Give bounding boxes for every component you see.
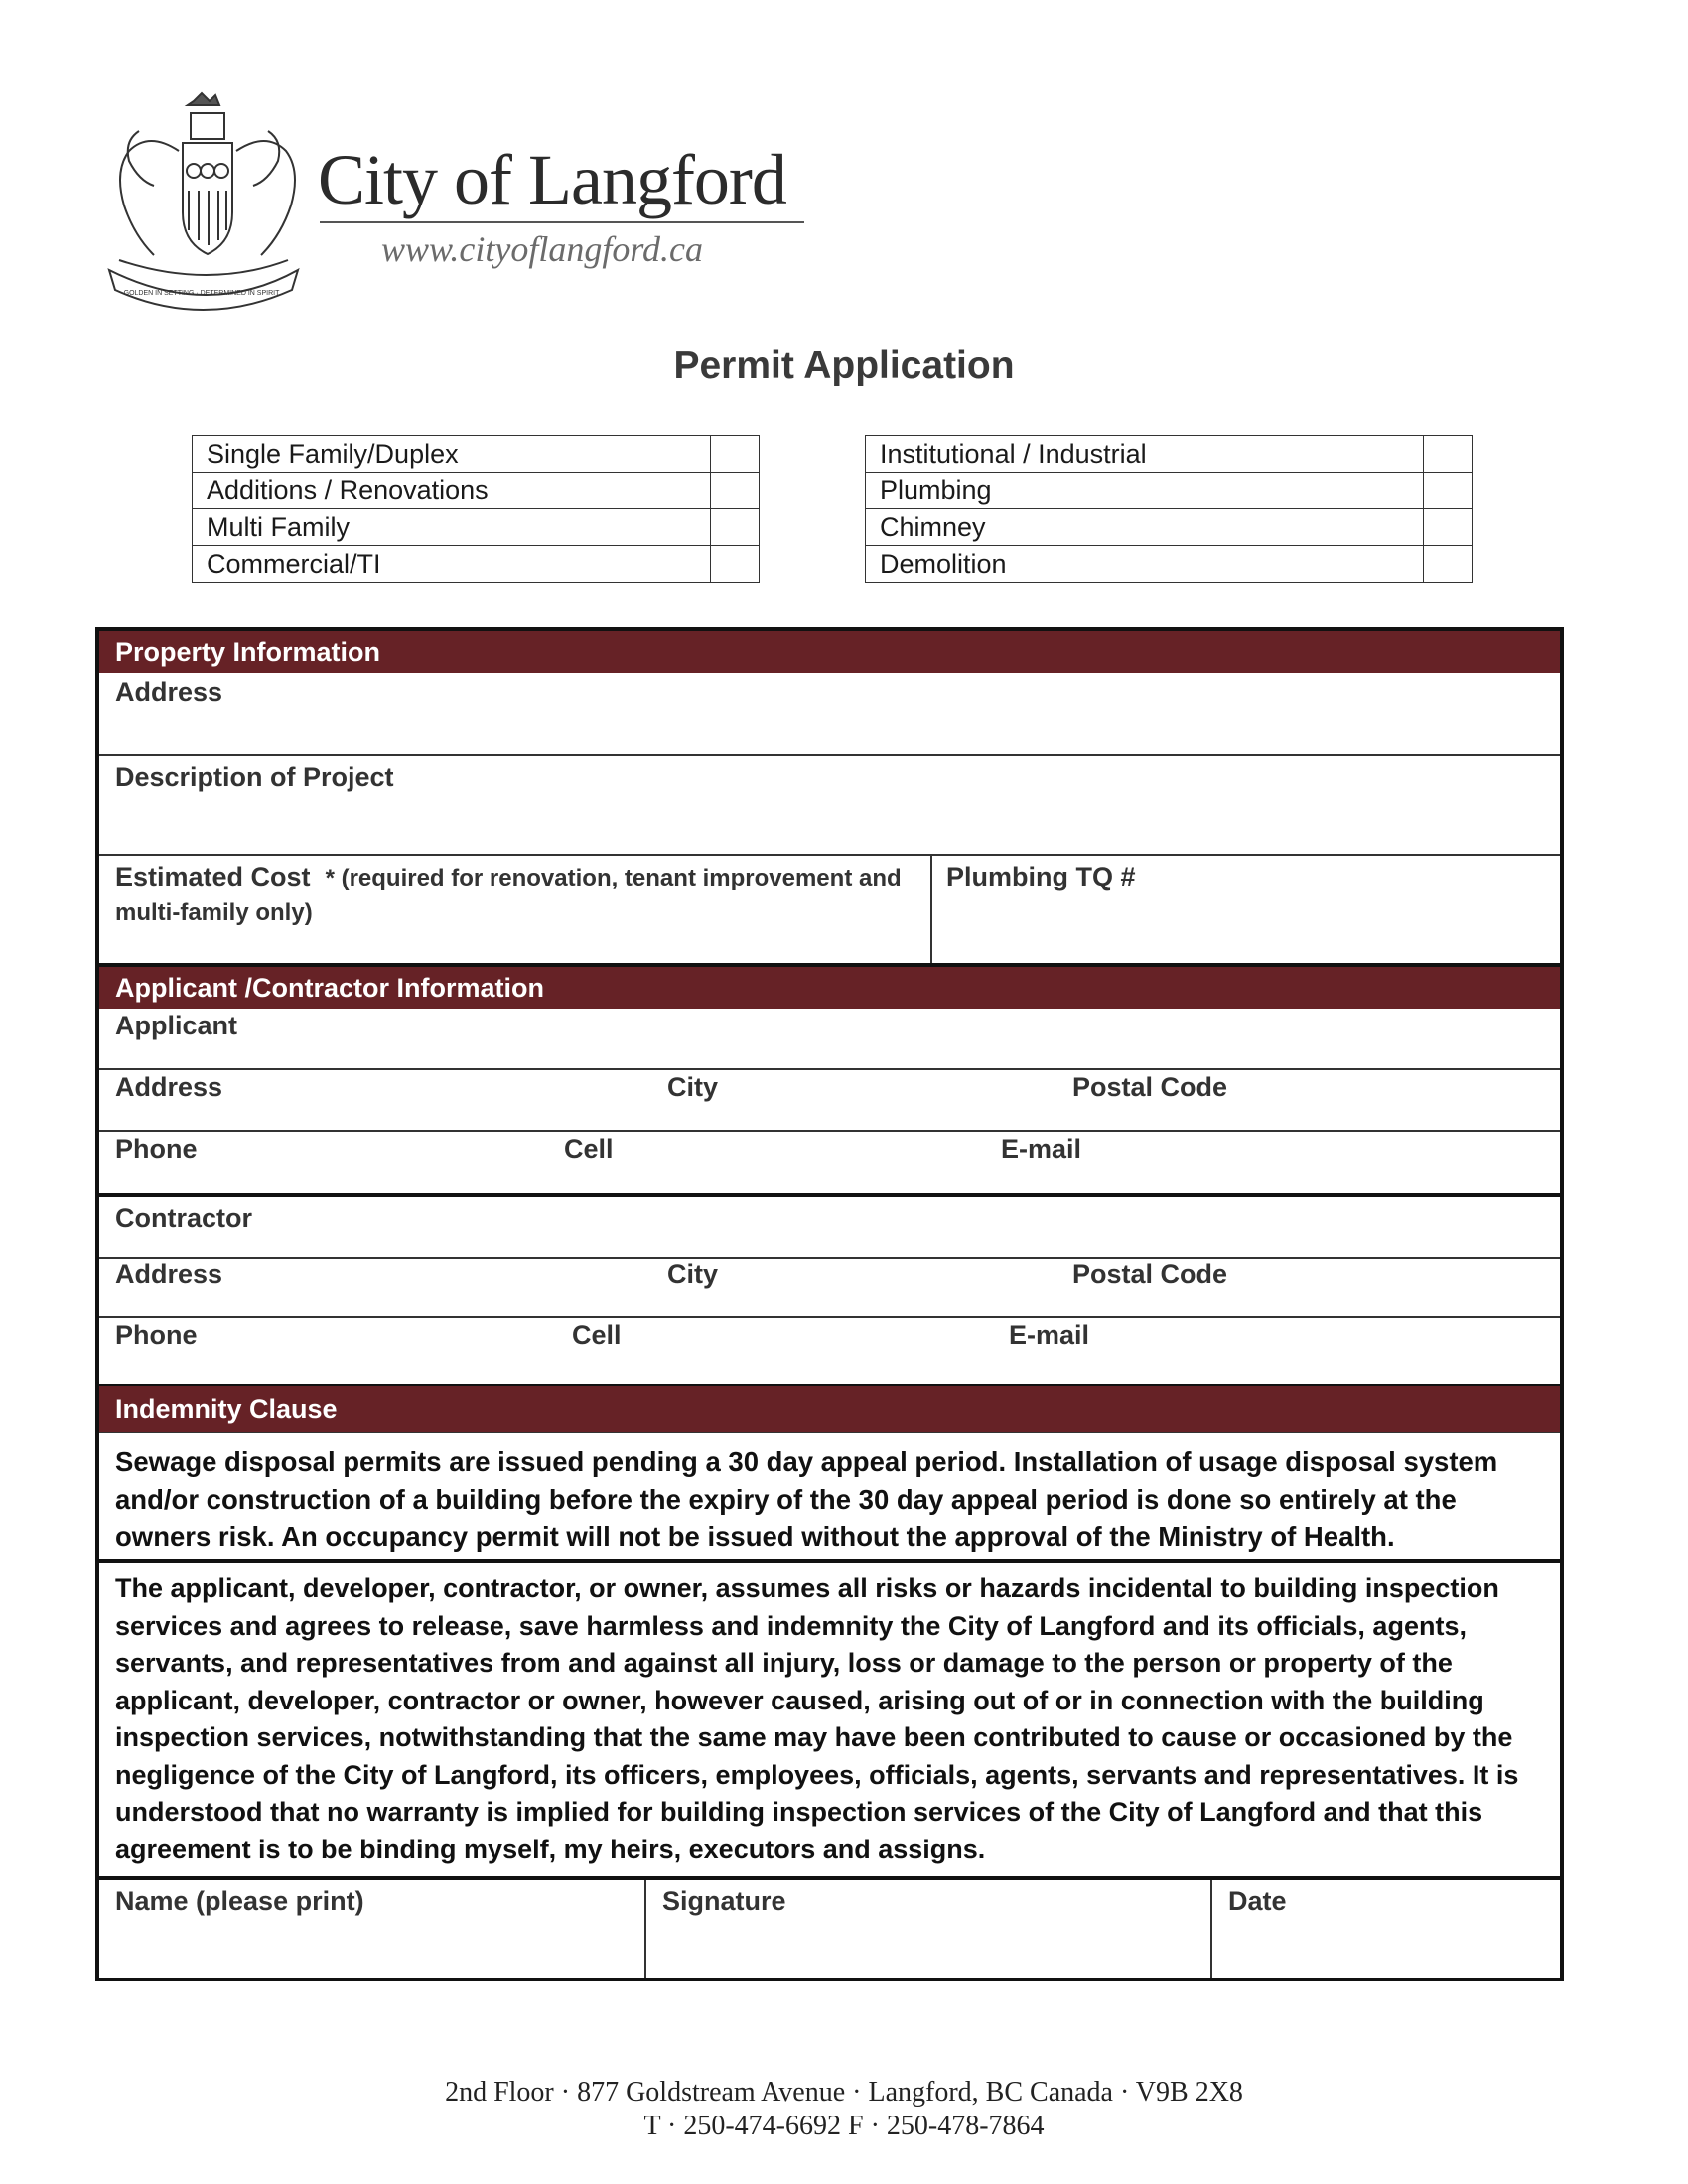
permit-type-row — [866, 473, 1473, 509]
crest-motto: GOLDEN IN SETTING · DETERMINED IN SPIRIT — [123, 290, 280, 297]
contractor-contact-row[interactable] — [99, 1318, 1560, 1384]
applicant-contractor-header: Applicant /Contractor Information — [99, 967, 1560, 1009]
date-label: Date — [1228, 1886, 1287, 1916]
signature-label: Signature — [662, 1886, 786, 1916]
permit-type-checkbox[interactable] — [1424, 509, 1473, 546]
contractor-phone-label: Phone — [115, 1320, 198, 1350]
contractor-email-label: E-mail — [1009, 1320, 1090, 1350]
contractor-postal-code-label: Postal Code — [1072, 1259, 1228, 1289]
permit-type-row — [193, 546, 760, 583]
contractor-address-label: Address — [115, 1259, 223, 1289]
applicant-name-field[interactable] — [99, 1009, 1560, 1070]
permit-type-row — [193, 509, 760, 546]
permit-type-label: Chimney — [866, 509, 1424, 546]
page-title: Permit Application — [673, 344, 1015, 387]
signature-row — [99, 1880, 1560, 1978]
permit-type-checkbox[interactable] — [711, 546, 760, 583]
permit-type-label: Plumbing — [866, 473, 1424, 509]
permit-types-right — [865, 435, 1473, 583]
applicant-phone-label: Phone — [115, 1134, 198, 1163]
project-description-field[interactable] — [99, 756, 1560, 856]
permit-type-label: Institutional / Industrial — [866, 436, 1424, 473]
contractor-label: Contractor — [115, 1203, 253, 1233]
property-info-header: Property Information — [99, 631, 1560, 673]
property-address-field[interactable] — [99, 673, 1560, 756]
applicant-address-row[interactable] — [99, 1070, 1560, 1132]
estimated-cost-note: * (required for renovation, tenant improvement and — [325, 865, 902, 891]
permit-types-left — [192, 435, 760, 583]
applicant-contact-row[interactable] — [99, 1132, 1560, 1197]
applicant-postal-code-label: Postal Code — [1072, 1072, 1228, 1102]
indemnity-agreement-text: The applicant, developer, contractor, or owner, assumes all risks or hazards incidental to building inspection services and agrees to release, save harmless and indemnity the City of Langford and its officials, agents, servants, and representatives from and against all injury, loss or damage to the person or property of the applicant, developer, contractor or owner, however caused, arising out of or in connection with the building inspection services, notwithstanding that the same may have been contributed to cause or occasioned by the negligence of the City of Langford, its officers, employees, officials, agents, servants and representatives. It is understood that no warranty is implied for building inspection services of the City of Langford and that this agreement is to be binding myself, my heirs, executors and assigns. — [115, 1573, 1519, 1864]
permit-type-label: Commercial/TI — [193, 546, 711, 583]
permit-type-checkbox[interactable] — [711, 509, 760, 546]
date-field[interactable] — [1212, 1880, 1560, 1978]
sewage-disposal-text: Sewage disposal permits are issued pending a 30 day appeal period. Installation of usage disposal system and/or construction of a building before the expiry of the 30 day appeal period is done so entirely at the owners risk. An occupancy permit will not be issued without the approval of the Ministry of Health. — [115, 1446, 1498, 1552]
contractor-city-label: City — [667, 1259, 719, 1289]
applicant-email-label: E-mail — [1001, 1134, 1082, 1163]
contractor-address-row[interactable] — [99, 1259, 1560, 1318]
permit-type-row — [866, 436, 1473, 473]
project-description-label: Description of Project — [115, 762, 394, 792]
permit-type-checkbox[interactable] — [1424, 473, 1473, 509]
signature-field[interactable] — [646, 1880, 1210, 1978]
applicant-city-label: City — [667, 1072, 719, 1102]
applicant-label: Applicant — [115, 1011, 238, 1040]
estimated-cost-label: Estimated Cost * (required for renovation, tenant improvement and — [115, 862, 902, 891]
indemnity-header: Indemnity Clause — [99, 1384, 1560, 1432]
cost-plumbing-row — [99, 856, 1560, 967]
permit-type-checkbox[interactable] — [1424, 546, 1473, 583]
plumbing-tq-label: Plumbing TQ # — [946, 862, 1136, 891]
contractor-name-field[interactable] — [99, 1197, 1560, 1259]
permit-type-checkbox[interactable] — [711, 473, 760, 509]
applicant-cell-label: Cell — [564, 1134, 614, 1163]
property-address-label: Address — [115, 677, 223, 707]
permit-type-checkbox[interactable] — [711, 436, 760, 473]
estimated-cost-field[interactable] — [99, 856, 930, 963]
footer-phone: T · 250-474-6692 F · 250-478-7864 — [643, 2111, 1045, 2141]
org-name: City of Langford — [318, 140, 786, 219]
permit-type-row — [866, 546, 1473, 583]
permit-type-row — [866, 509, 1473, 546]
permit-type-row — [193, 473, 760, 509]
indemnity-agreement — [99, 1563, 1560, 1880]
sewage-disposal-notice — [99, 1432, 1560, 1563]
logo-divider — [320, 221, 804, 223]
permit-type-label: Single Family/Duplex — [193, 436, 711, 473]
permit-type-label: Additions / Renovations — [193, 473, 711, 509]
permit-type-label: Demolition — [866, 546, 1424, 583]
printed-name-field[interactable] — [99, 1880, 644, 1978]
permit-type-row — [193, 436, 760, 473]
printed-name-label: Name (please print) — [115, 1886, 364, 1916]
city-crest-logo — [99, 91, 304, 312]
permit-type-label: Multi Family — [193, 509, 711, 546]
plumbing-tq-field[interactable] — [932, 856, 1560, 963]
applicant-address-label: Address — [115, 1072, 223, 1102]
footer-address: 2nd Floor · 877 Goldstream Avenue · Langford, BC Canada · V9B 2X8 — [445, 2077, 1243, 2108]
estimated-cost-note-cont: multi-family only) — [115, 899, 313, 926]
permit-type-checkbox[interactable] — [1424, 436, 1473, 473]
contractor-cell-label: Cell — [572, 1320, 622, 1350]
permit-form — [95, 627, 1564, 1981]
org-website: www.cityoflangford.ca — [381, 229, 703, 269]
